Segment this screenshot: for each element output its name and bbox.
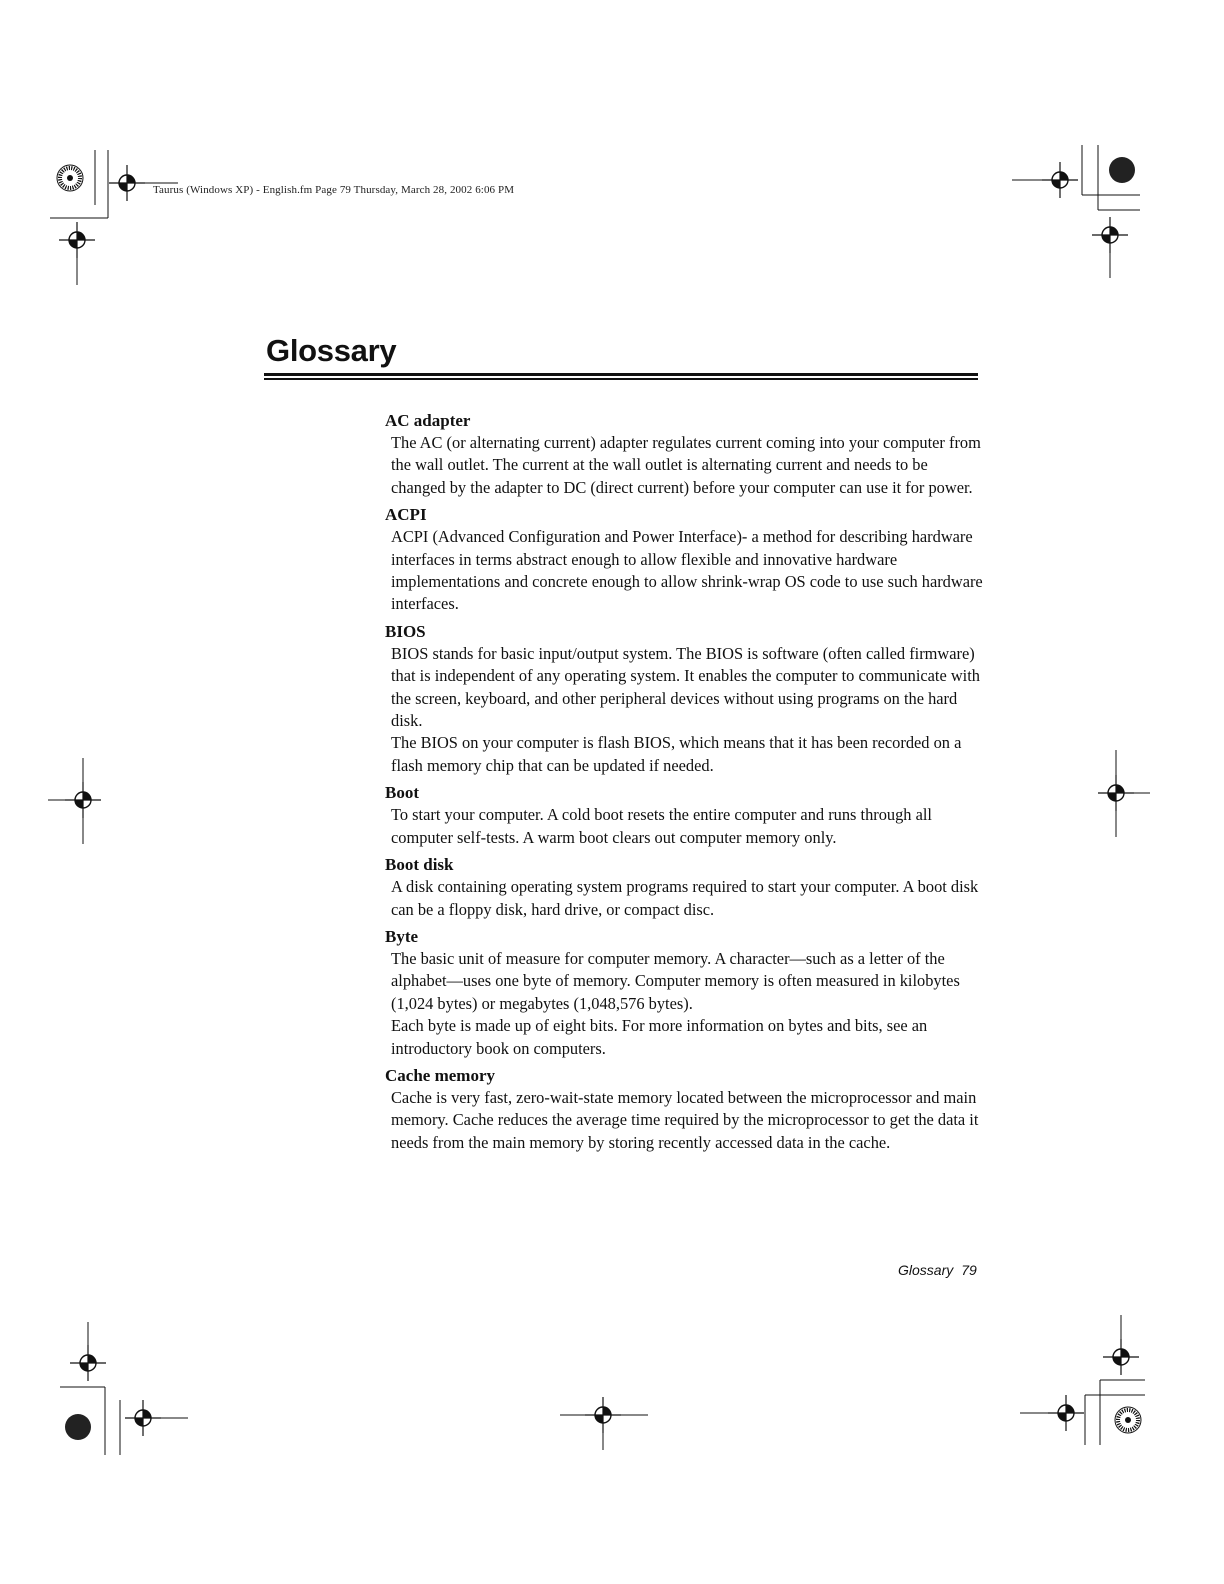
glossary-term: AC adapter [385,411,471,430]
glossary-definition: ACPI (Advanced Configuration and Power Interface)- a method for describing hardware interfaces in terms abstract enough to allow flexible and innovative hardware implementations and concrete enough to allow shrink-wrap OS code to use such hardware interfaces. [391,527,983,614]
glossary-term: Byte [385,926,419,946]
registration-mark-bottom-center [560,1397,648,1450]
glossary-list [385,410,985,1159]
registration-mark-middle-right [1098,750,1150,837]
glossary-entry-boot-disk [385,854,985,921]
glossary-definition: To start your computer. A cold boot resets the entire computer and runs through all computer self-tests. A warm boot clears out computer memory only. [391,805,932,847]
registration-mark-top-left [50,150,178,285]
page-footer [898,1262,977,1278]
glossary-definition: The basic unit of measure for computer memory. A character—such as a letter of the alphabet—uses one byte of memory. Computer memory is often measured in kilobytes (1,024 bytes) or megabytes (1,048,576 bytes). [391,948,960,1013]
registration-mark-bottom-right [1020,1315,1145,1445]
registration-mark-top-right [1012,145,1140,278]
glossary-term: ACPI [385,505,427,525]
glossary-entry-ac-adapter [385,410,985,499]
glossary-definition: BIOS stands for basic input/output system. The BIOS is software (often called firmware) that is independent of any operating system. It enables the computer to communicate with the screen, keyboard, and other peripheral devices without using programs on the hard disk. [391,643,980,731]
glossary-term: Cache memory [385,1065,495,1085]
glossary-term: Boot disk [385,855,454,875]
glossary-entry-acpi [385,504,985,616]
glossary-definition: The AC (or alternating current) adapter regulates current coming into your computer from the wall outlet. The current at the wall outlet is alternating current and needs to be changed by the adapter to DC (direct current) before your computer can use it for power. [391,433,981,497]
glossary-definition: A disk containing operating system programs required to start your computer. A boot disk can be a floppy disk, hard drive, or compact disc. [391,877,979,919]
glossary-term: BIOS [385,621,426,641]
title-divider [264,373,978,380]
document-file-info: Taurus (Windows XP) - English.fm Page 79 Thursday, March 28, 2002 6:06 PM [153,184,515,196]
glossary-entry-bios [385,621,985,777]
footer-section: Glossary [898,1262,954,1278]
glossary-definition: Each byte is made up of eight bits. For more information on bytes and bits, see an introductory book on computers. [391,1016,928,1058]
registration-mark-bottom-left [60,1322,188,1455]
glossary-definition: The BIOS on your computer is flash BIOS, which means that it has been recorded on a flash memory chip that can be updated if needed. [391,733,962,775]
registration-mark-middle-left [48,758,101,844]
page-title: Glossary [266,333,397,368]
glossary-entry-byte [385,926,985,1060]
glossary-entry-boot [385,782,985,849]
glossary-definition: Cache is very fast, zero-wait-state memory located between the microprocessor and main memory. Cache reduces the average time required by the microprocessor to get the data it needs from the main memory by storing recently accessed data in the cache. [391,1087,979,1152]
glossary-entry-cache-memory [385,1065,985,1154]
glossary-term: Boot [385,783,419,803]
page-number: 79 [961,1262,977,1278]
